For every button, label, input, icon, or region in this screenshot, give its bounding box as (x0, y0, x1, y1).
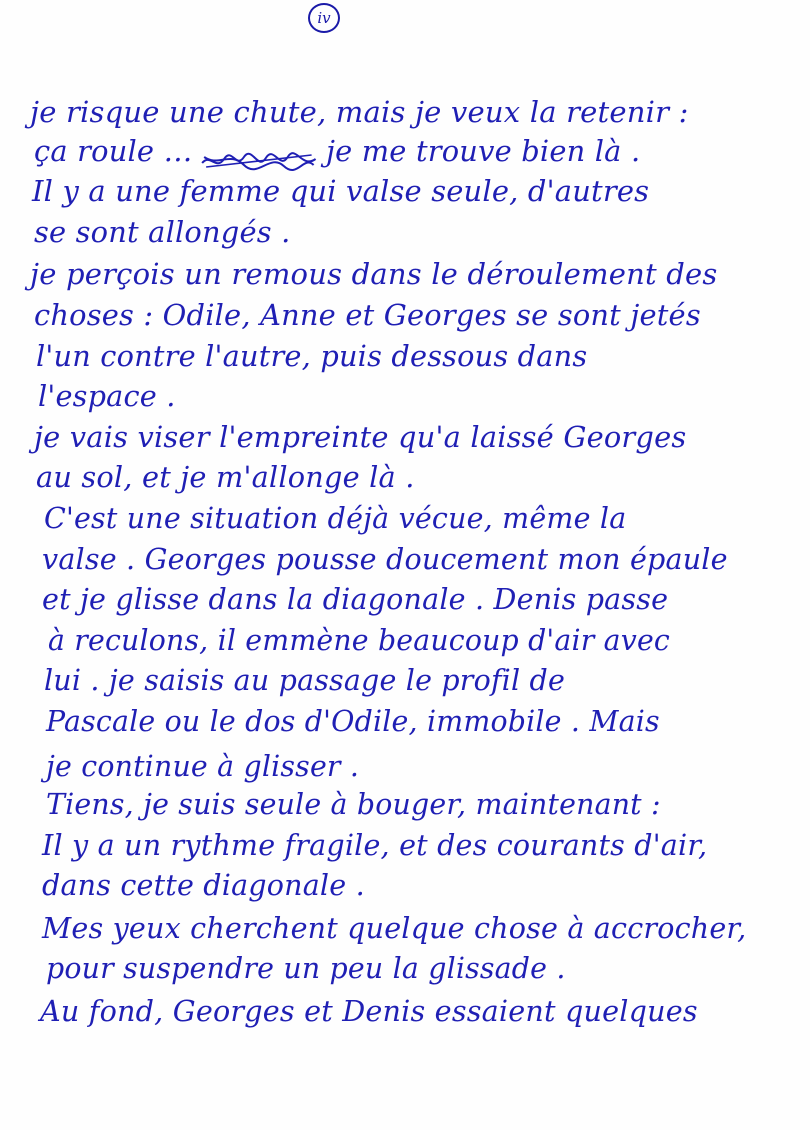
page-number: iv (308, 3, 340, 33)
text-line: l'un contre l'autre, puis dessous dans (36, 338, 588, 373)
text-line: Il y a un rythme fragile, et des courants d'air, (42, 827, 708, 862)
text-line: l'espace . (38, 379, 176, 414)
text-line: je continue à glisser . (46, 748, 360, 783)
text-line: à reculons, il emmène beaucoup d'air avec (48, 622, 671, 657)
text-line: et je glisse dans la diagonale . Denis passe (42, 582, 669, 617)
text-line: je risque une chute, mais je veux la retenir : (30, 95, 689, 129)
text-line: Il y a une femme qui valse seule, d'autres (32, 174, 650, 209)
text-line: au sol, et je m'allonge là . (36, 460, 415, 495)
text-line: pour suspendre un peu la glissade . (46, 951, 566, 986)
text-line: ça roule … je me trouve bien là . (34, 133, 641, 168)
crossed-out-word (201, 143, 318, 163)
text-line: Pascale ou le dos d'Odile, immobile . Mais (46, 703, 660, 738)
text-line: C'est une situation déjà vécue, même la (44, 500, 627, 535)
text-line: je vais viser l'empreinte qu'a laissé Georges (34, 419, 687, 454)
handwritten-text (30, 92, 800, 1029)
text-line: je perçois un remous dans le déroulement des (30, 257, 718, 292)
text-line: Tiens, je suis seule à bouger, maintenant : (46, 787, 661, 822)
text-line: choses : Odile, Anne et Georges se sont jetés (34, 297, 701, 332)
text-line: valse . Georges pousse doucement mon épaule (42, 541, 728, 576)
text-line: Au fond, Georges et Denis essaient quelques (40, 994, 698, 1029)
text-line: Mes yeux cherchent quelque chose à accrocher, (42, 910, 747, 945)
text-line: dans cette diagonale . (42, 868, 365, 903)
text-line: lui . je saisis au passage le profil de (44, 663, 566, 698)
text-line: se sont allongés . (34, 214, 291, 249)
